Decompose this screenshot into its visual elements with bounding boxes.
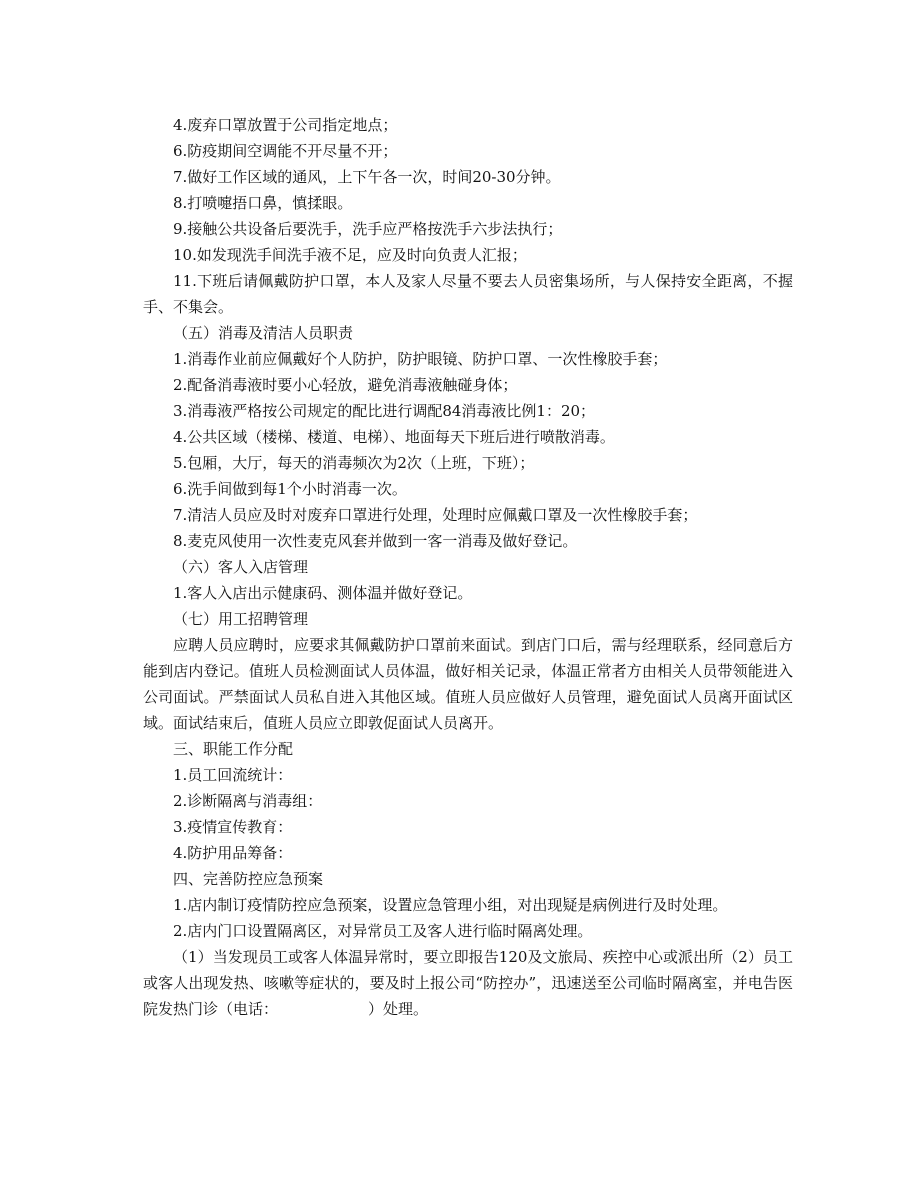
section-heading: 三、职能工作分配 bbox=[173, 740, 294, 758]
list-item: 8.麦克风使用一次性麦克风套并做到一客一消毒及做好登记。 bbox=[173, 532, 578, 550]
list-item: 2.店内门口设置隔离区，对异常员工及客人进行临时隔离处理。 bbox=[173, 922, 593, 940]
list-item: 5.包厢，大厅，每天的消毒频次为2次（上班，下班）； bbox=[173, 454, 535, 472]
list-item: 7.清洁人员应及时对废弃口罩进行处理，处理时应佩戴口罩及一次性橡胶手套； bbox=[173, 506, 698, 524]
list-item: 6.洗手间做到每1个小时消毒一次。 bbox=[173, 480, 407, 498]
emergency-text: （1）当发现员工或客人体温异常时，要立即报告120及文旅局、疾控中心或派出所（2）员工或客人出现发热、咳嗽等症状的，要及时上报公司“防控办”，迅速送至公司临时隔离室，并电告医院发热门诊（电话： bbox=[143, 948, 793, 1018]
section-heading: （六）客人入店管理 bbox=[173, 558, 309, 576]
section-heading: （七）用工招聘管理 bbox=[173, 610, 309, 628]
document-body bbox=[143, 112, 793, 1022]
body-paragraph: 应聘人员应聘时，应要求其佩戴防护口罩前来面试。到店门口后，需与经理联系，经同意后方能到店内登记。值班人员检测面试人员体温，做好相关记录，体温正常者方由相关人员带领能进入公司面试。严禁面试人员私自进入其他区域。值班人员应做好人员管理，避免面试人员离开面试区域。面试结束后，值班人员应立即敦促面试人员离开。 bbox=[143, 636, 793, 732]
list-item: 1.店内制订疫情防控应急预案，设置应急管理小组，对出现疑是病例进行及时处理。 bbox=[173, 896, 728, 914]
list-item: 1.客人入店出示健康码、测体温并做好登记。 bbox=[173, 584, 473, 602]
list-item: 11.下班后请佩戴防护口罩，本人及家人尽量不要去人员密集场所，与人保持安全距离，不握手、不集会。 bbox=[143, 272, 793, 316]
section-heading: （五）消毒及清洁人员职责 bbox=[173, 324, 354, 342]
list-item: 7.做好工作区域的通风，上下午各一次，时间20-30分钟。 bbox=[173, 168, 561, 186]
list-item: 10.如发现洗手间洗手液不足，应及时向负责人汇报； bbox=[173, 246, 527, 264]
list-item: 1.消毒作业前应佩戴好个人防护，防护眼镜、防护口罩、一次性橡胶手套； bbox=[173, 350, 668, 368]
section-heading: 四、完善防控应急预案 bbox=[173, 870, 324, 888]
list-item: 3.消毒液严格按公司规定的配比进行调配84消毒液比例1：20； bbox=[173, 402, 596, 420]
list-item: 9.接触公共设备后要洗手，洗手应严格按洗手六步法执行； bbox=[173, 220, 563, 238]
list-item: 4.公共区域（楼梯、楼道、电梯）、地面每天下班后进行喷散消毒。 bbox=[173, 428, 615, 446]
list-item: 6.防疫期间空调能不开尽量不开； bbox=[173, 142, 398, 160]
body-paragraph-emergency bbox=[143, 944, 793, 1022]
list-item: 4.废弃口罩放置于公司指定地点； bbox=[173, 116, 398, 134]
list-item: 1.员工回流统计： bbox=[173, 766, 293, 784]
list-item: 3.疫情宣传教育： bbox=[173, 818, 293, 836]
list-item: 2.诊断隔离与消毒组： bbox=[173, 792, 323, 810]
list-item: 8.打喷嚏捂口鼻，慎揉眼。 bbox=[173, 194, 353, 212]
emergency-text-end: ）处理。 bbox=[368, 1000, 429, 1018]
list-item: 2.配备消毒液时要小心轻放，避免消毒液触碰身体； bbox=[173, 376, 518, 394]
list-item: 4.防护用品筹备： bbox=[173, 844, 293, 862]
